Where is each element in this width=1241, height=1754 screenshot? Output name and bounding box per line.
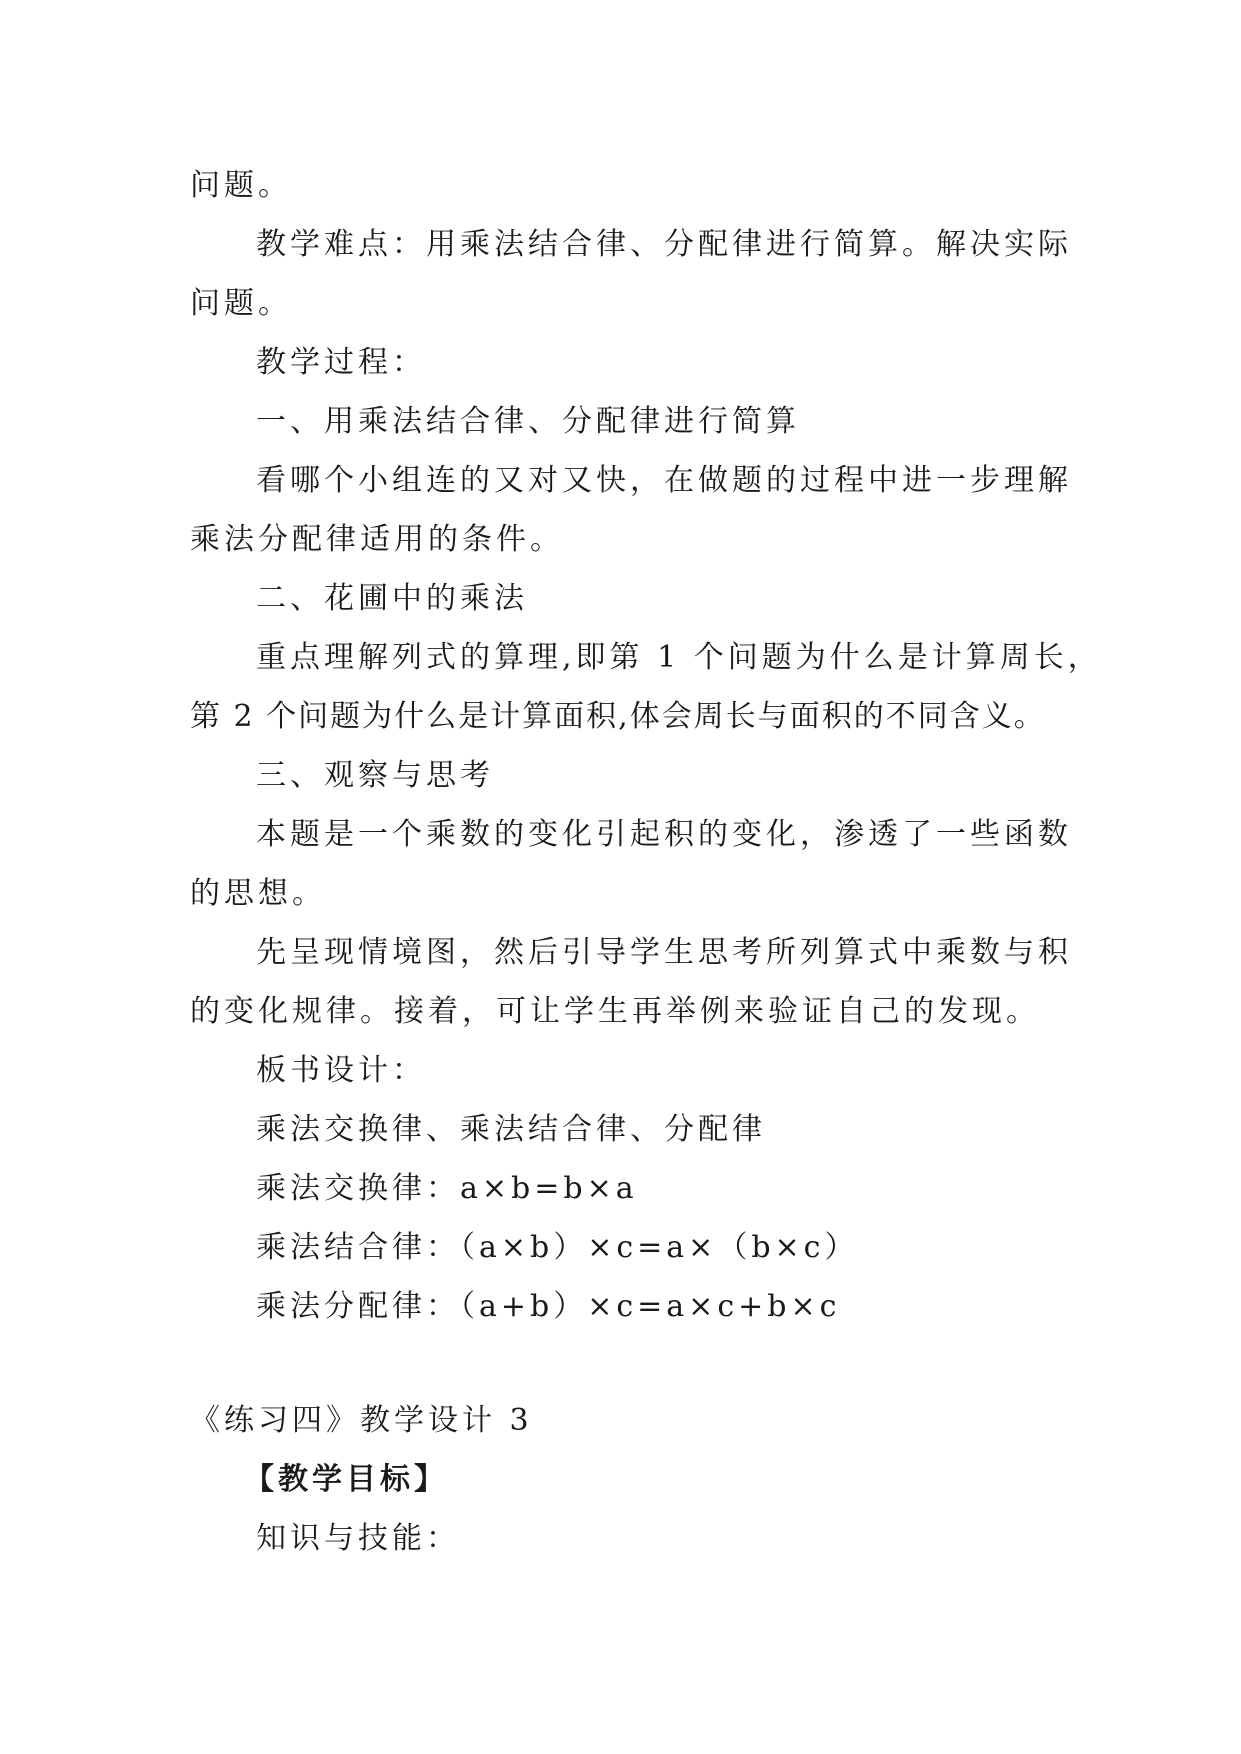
- paragraph-section-one-body: [190, 451, 1072, 569]
- paragraph-board-title: [190, 1100, 1052, 1159]
- paragraph-board-design: [190, 1041, 1052, 1100]
- paragraph-teaching-process: [190, 333, 1052, 392]
- formula-associative: [190, 1218, 1052, 1277]
- text-line: 乘法分配律适用的条件。: [190, 522, 564, 557]
- paragraph-teaching-difficulty: [190, 215, 1072, 333]
- text-line: 一、用乘法结合律、分配律进行简算: [256, 404, 800, 439]
- text-line: 知识与技能：: [256, 1521, 460, 1556]
- text-line: 的思想。: [190, 876, 326, 911]
- text-line: 的变化规律。接着，可让学生再举例来验证自己的发现。: [190, 994, 1040, 1029]
- text-line: 重点理解列式的算理,即第 1 个问题为什么是计算周长，: [256, 640, 1102, 675]
- paragraph-knowledge-skills: [190, 1509, 1052, 1568]
- paragraph-section-one-heading: [190, 392, 1052, 451]
- paragraph-section-three-body: [190, 805, 1072, 923]
- text-line: 二、花圃中的乘法: [256, 581, 528, 616]
- formula-commutative: [190, 1159, 1052, 1218]
- text-line: 第 2 个问题为什么是计算面积,体会周长与面积的不同含义。: [190, 699, 1046, 734]
- text-line: 乘法分配律：（a+b）×c=a×c+b×c: [256, 1289, 841, 1324]
- paragraph-continuation: [190, 156, 1052, 215]
- paragraph-section-three-heading: [190, 746, 1052, 805]
- text-line: 教学难点：用乘法结合律、分配律进行简算。解决实际: [256, 227, 1072, 262]
- paragraph-section-two-heading: [190, 569, 1052, 628]
- text-line: 【教学目标】: [244, 1462, 448, 1497]
- document-body: [190, 156, 1102, 1568]
- text-line: 乘法交换律、乘法结合律、分配律: [256, 1112, 766, 1147]
- text-line: 先呈现情境图，然后引导学生思考所列算式中乘数与积: [256, 935, 1072, 970]
- section-title: [190, 1391, 1052, 1450]
- text-line: 三、观察与思考: [256, 758, 494, 793]
- text-line: 本题是一个乘数的变化引起积的变化，渗透了一些函数: [256, 817, 1072, 852]
- text-line: 问题。: [190, 168, 292, 203]
- section-heading-objectives: [190, 1450, 1052, 1509]
- paragraph-section-two-body: [190, 628, 1102, 746]
- paragraph-situation: [190, 923, 1072, 1041]
- text-line: 问题。: [190, 286, 292, 321]
- text-line: 教学过程：: [256, 345, 426, 380]
- text-line: 看哪个小组连的又对又快，在做题的过程中进一步理解: [256, 463, 1072, 498]
- section-spacer: [190, 1336, 1052, 1391]
- formula-distributive: [190, 1277, 1052, 1336]
- text-line: 板书设计：: [256, 1053, 426, 1088]
- section-title-text: 《练习四》教学设计 3: [190, 1403, 533, 1438]
- text-line: 乘法交换律：a×b=b×a: [256, 1171, 638, 1206]
- text-line: 乘法结合律：（a×b）×c=a×（b×c）: [256, 1230, 859, 1265]
